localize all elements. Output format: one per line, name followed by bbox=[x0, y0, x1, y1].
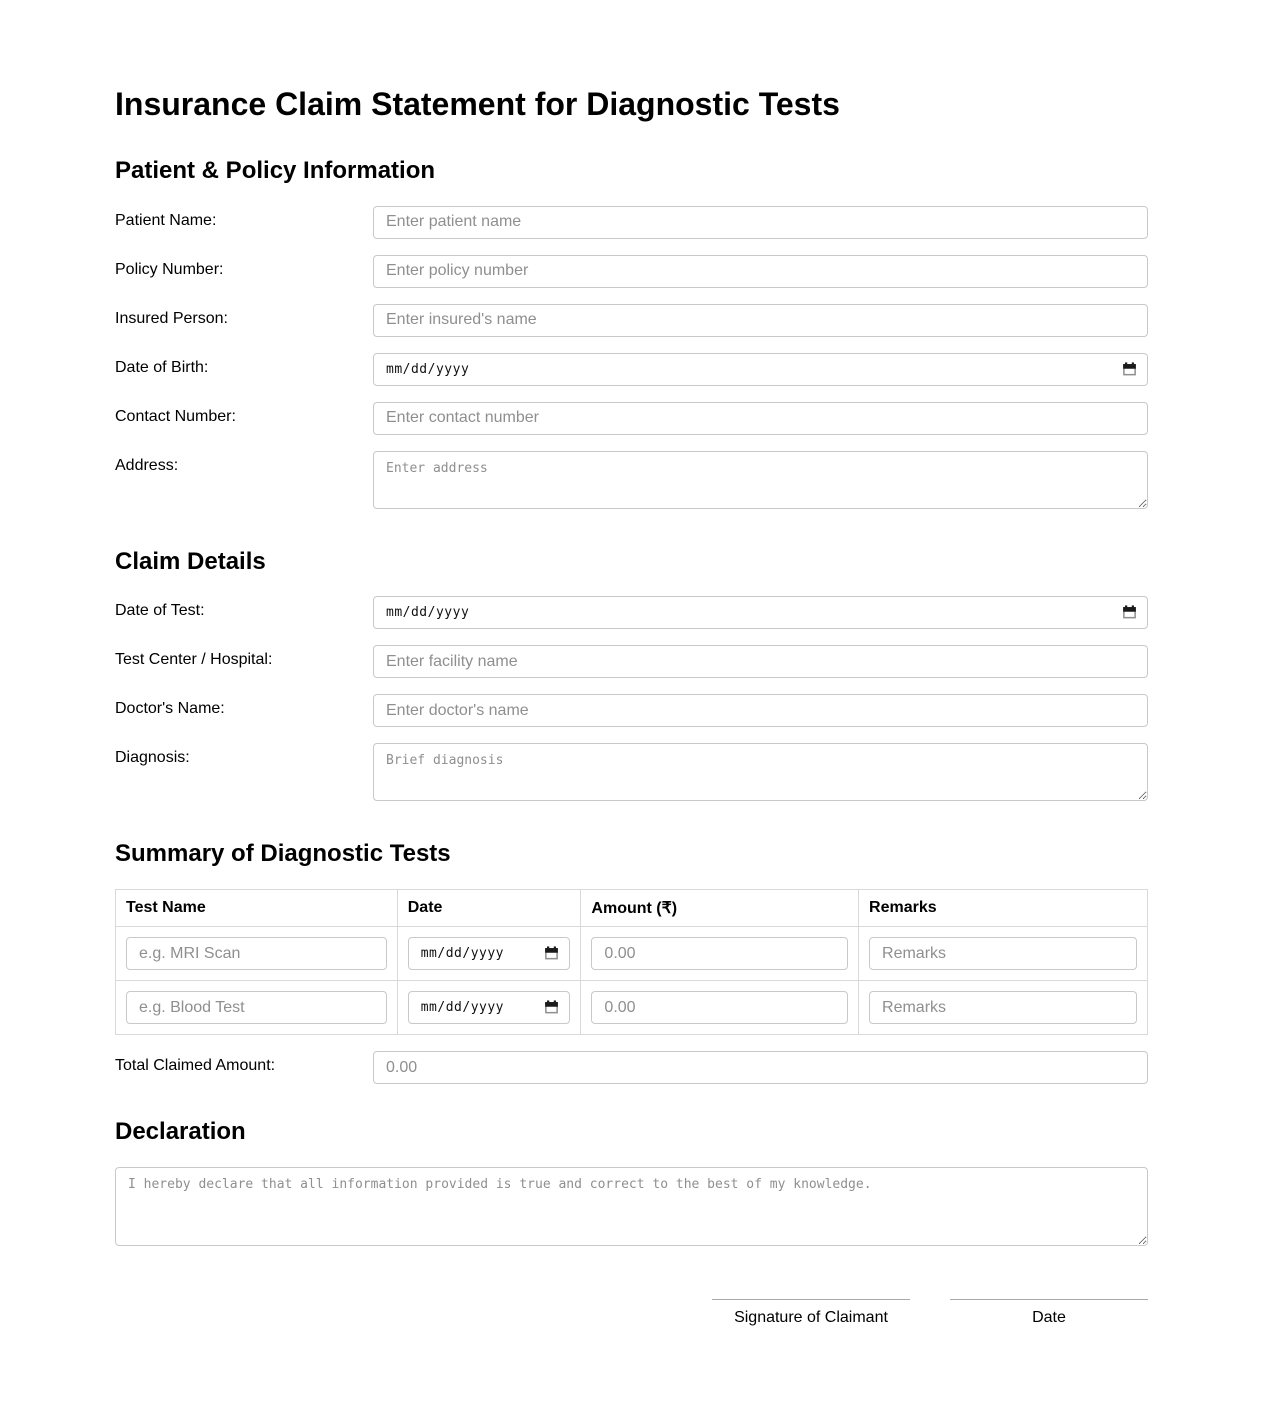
date-of-test-label: Date of Test: bbox=[115, 602, 205, 620]
policy-number-row bbox=[115, 255, 1148, 288]
test-name-input-row2[interactable] bbox=[126, 991, 387, 1024]
summary-section-heading: Summary of Diagnostic Tests bbox=[115, 840, 451, 868]
calendar-icon[interactable] bbox=[1122, 362, 1137, 377]
insured-person-label: Insured Person: bbox=[115, 309, 228, 327]
date-of-test-input[interactable] bbox=[373, 596, 1148, 629]
address-textarea[interactable] bbox=[373, 451, 1148, 509]
contact-number-label: Contact Number: bbox=[115, 407, 236, 425]
table-header-row bbox=[116, 890, 1148, 927]
contact-number-row bbox=[115, 402, 1148, 435]
date-of-birth-input[interactable] bbox=[373, 353, 1148, 386]
signature-date-label: Date bbox=[1032, 1308, 1066, 1326]
date-of-birth-value: mm/dd/yyyy bbox=[386, 361, 470, 377]
insured-person-row bbox=[115, 304, 1148, 337]
total-claimed-amount-row bbox=[115, 1051, 1148, 1084]
declaration-textarea[interactable] bbox=[115, 1167, 1148, 1246]
amount-column-header: Amount (₹) bbox=[581, 890, 859, 927]
test-center-row bbox=[115, 645, 1148, 678]
date-of-test-value: mm/dd/yyyy bbox=[386, 605, 470, 621]
diagnostic-tests-table bbox=[115, 889, 1148, 1035]
table-row bbox=[116, 981, 1148, 1035]
contact-number-input[interactable] bbox=[373, 402, 1148, 435]
patient-name-label: Patient Name: bbox=[115, 211, 217, 229]
test-center-input[interactable] bbox=[373, 645, 1148, 678]
date-column-header: Date bbox=[397, 890, 581, 927]
amount-input-row2[interactable] bbox=[591, 991, 848, 1024]
signature-row bbox=[115, 1299, 1148, 1327]
test-name-input-row1[interactable] bbox=[126, 937, 387, 970]
claim-form-page bbox=[115, 0, 1148, 1417]
patient-policy-section-heading: Patient & Policy Information bbox=[115, 156, 436, 184]
table-row bbox=[116, 927, 1148, 981]
test-name-column-header: Test Name bbox=[116, 890, 398, 927]
remarks-column-header: Remarks bbox=[859, 890, 1148, 927]
test-center-label: Test Center / Hospital: bbox=[115, 651, 273, 669]
page-title: Insurance Claim Statement for Diagnostic Tests bbox=[115, 86, 840, 122]
signature-claimant-block bbox=[712, 1299, 910, 1327]
calendar-icon[interactable] bbox=[544, 946, 559, 961]
total-claimed-amount-label: Total Claimed Amount: bbox=[115, 1057, 276, 1075]
calendar-icon[interactable] bbox=[1122, 605, 1137, 620]
doctor-name-label: Doctor's Name: bbox=[115, 700, 225, 718]
diagnosis-label: Diagnosis: bbox=[115, 749, 190, 767]
patient-name-input[interactable] bbox=[373, 206, 1148, 239]
policy-number-label: Policy Number: bbox=[115, 260, 224, 278]
date-of-birth-label: Date of Birth: bbox=[115, 358, 209, 376]
insured-person-input[interactable] bbox=[373, 304, 1148, 337]
total-claimed-amount-input[interactable] bbox=[373, 1051, 1148, 1084]
test-date-value-row2: mm/dd/yyyy bbox=[420, 1000, 505, 1016]
declaration-section-heading: Declaration bbox=[115, 1118, 246, 1146]
test-date-input-row1[interactable] bbox=[408, 937, 571, 970]
remarks-input-row2[interactable] bbox=[869, 991, 1137, 1024]
claim-details-section-heading: Claim Details bbox=[115, 547, 266, 575]
address-label: Address: bbox=[115, 456, 179, 474]
date-of-birth-row bbox=[115, 353, 1148, 386]
diagnosis-row bbox=[115, 743, 1148, 806]
diagnosis-textarea[interactable] bbox=[373, 743, 1148, 801]
policy-number-input[interactable] bbox=[373, 255, 1148, 288]
signature-claimant-label: Signature of Claimant bbox=[734, 1308, 888, 1326]
patient-name-row bbox=[115, 206, 1148, 239]
calendar-icon[interactable] bbox=[544, 1000, 559, 1015]
date-of-test-row bbox=[115, 596, 1148, 629]
address-row bbox=[115, 451, 1148, 514]
doctor-name-input[interactable] bbox=[373, 694, 1148, 727]
test-date-value-row1: mm/dd/yyyy bbox=[420, 946, 505, 962]
signature-date-block bbox=[950, 1299, 1148, 1327]
amount-input-row1[interactable] bbox=[591, 937, 848, 970]
doctor-name-row bbox=[115, 694, 1148, 727]
test-date-input-row2[interactable] bbox=[408, 991, 571, 1024]
remarks-input-row1[interactable] bbox=[869, 937, 1137, 970]
